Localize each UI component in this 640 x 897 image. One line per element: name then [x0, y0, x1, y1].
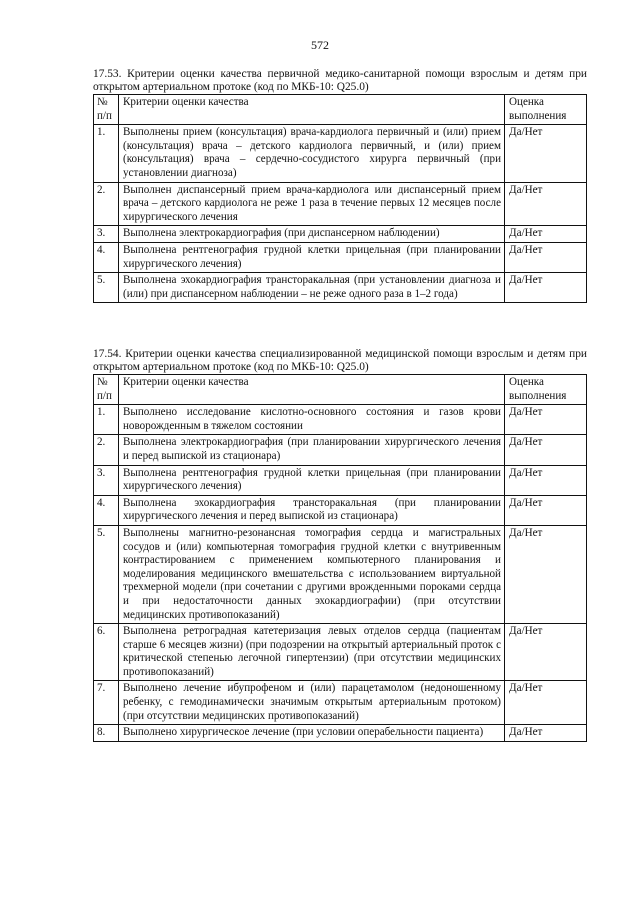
row-grade: Да/Нет: [505, 624, 587, 681]
table-row: [94, 465, 587, 495]
header-num: № п/п: [94, 95, 119, 125]
table-header-row: [94, 95, 587, 125]
table-row: [94, 125, 587, 182]
row-grade: Да/Нет: [505, 495, 587, 525]
table-row: [94, 624, 587, 681]
header-num: № п/п: [94, 375, 119, 405]
row-num: 3.: [94, 226, 119, 243]
table-row: [94, 242, 587, 272]
header-grade: Оценка выполнения: [505, 95, 587, 125]
row-grade: Да/Нет: [505, 725, 587, 742]
row-criterion: Выполнена электрокардиография (при планировании хирургического лечения и перед выпиской из стационара): [119, 435, 505, 465]
table-header-row: [94, 375, 587, 405]
row-num: 8.: [94, 725, 119, 742]
row-num: 2.: [94, 182, 119, 226]
row-grade: Да/Нет: [505, 405, 587, 435]
row-num: 2.: [94, 435, 119, 465]
row-num: 7.: [94, 681, 119, 725]
table-row: [94, 182, 587, 226]
row-num: 1.: [94, 125, 119, 182]
page-number: 572: [311, 38, 329, 52]
row-grade: Да/Нет: [505, 125, 587, 182]
row-criterion: Выполнена рентгенография грудной клетки прицельная (при планировании хирургического лечения): [119, 465, 505, 495]
section-17-53: [93, 68, 587, 303]
table-row: [94, 226, 587, 243]
row-criterion: Выполнено хирургическое лечение (при условии операбельности пациента): [119, 725, 505, 742]
row-criterion: Выполнена эхокардиография трансторакальная (при планировании хирургического лечения и перед выпиской из стационара): [119, 495, 505, 525]
row-num: 1.: [94, 405, 119, 435]
row-num: 3.: [94, 465, 119, 495]
row-grade: Да/Нет: [505, 465, 587, 495]
row-num: 4.: [94, 495, 119, 525]
row-criterion: Выполнены магнитно-резонансная томография сердца и магистральных сосудов и (или) компьютерная томография грудной клетки с внутривенным контрастированием с применением компьютерного планирования и моделирования медицинского вмешательства с использованием виртуальной трехмерной модели (при сочетании с другими врожденными пороками сердца и при недостаточности данных эхокардиографии) (при отсутствии медицинских противопоказаний): [119, 525, 505, 623]
table-row: [94, 273, 587, 303]
row-criterion: Выполнена электрокардиография (при диспансерном наблюдении): [119, 226, 505, 243]
table-row: [94, 495, 587, 525]
row-grade: Да/Нет: [505, 435, 587, 465]
table-row: [94, 681, 587, 725]
row-criterion: Выполнена эхокардиография трансторакальная (при установлении диагноза и (или) при диспансерном наблюдении – не реже одного раза в 1–2 года): [119, 273, 505, 303]
row-criterion: Выполнен диспансерный прием врача-кардиолога или диспансерный прием врача – детского кардиолога не реже 1 раза в течение первых 12 месяцев после хирургического лечения: [119, 182, 505, 226]
section-title: 17.54. Критерии оценки качества специализированной медицинской помощи взрослым и детям при открытом артериальном протоке (код по МКБ-10: Q25.0): [93, 348, 587, 373]
row-num: 6.: [94, 624, 119, 681]
row-criterion: Выполнено лечение ибупрофеном и (или) парацетамолом (недоношенному ребенку, с гемодинамически значимым открытым артериальным протоком) (при отсутствии медицинских противопоказаний): [119, 681, 505, 725]
row-grade: Да/Нет: [505, 242, 587, 272]
section-17-54: [93, 348, 587, 742]
row-grade: Да/Нет: [505, 273, 587, 303]
section-title: 17.53. Критерии оценки качества первичной медико-санитарной помощи взрослым и детям при открытом артериальном протоке (код по МКБ-10: Q25.0): [93, 68, 587, 93]
header-criteria: Критерии оценки качества: [119, 375, 505, 405]
row-criterion: Выполнены прием (консультация) врача-кардиолога первичный и (или) прием (консультация) врача – детского кардиолога первичный, и (или) прием (консультация) врача – сердечно-сосудистого хирурга первичный (при установлении диагноза): [119, 125, 505, 182]
row-criterion: Выполнена рентгенография грудной клетки прицельная (при планировании хирургического лечения): [119, 242, 505, 272]
row-num: 5.: [94, 525, 119, 623]
criteria-table: [93, 94, 587, 303]
row-grade: Да/Нет: [505, 226, 587, 243]
row-grade: Да/Нет: [505, 681, 587, 725]
row-num: 5.: [94, 273, 119, 303]
table-row: [94, 525, 587, 623]
row-criterion: Выполнена ретроградная катетеризация левых отделов сердца (пациентам старше 6 месяцев жизни) (при подозрении на открытый артериальный проток с критической степенью легочной гипертензии) (при отсутствии медицинских противопоказаний): [119, 624, 505, 681]
row-grade: Да/Нет: [505, 525, 587, 623]
table-row: [94, 405, 587, 435]
row-grade: Да/Нет: [505, 182, 587, 226]
table-row: [94, 725, 587, 742]
header-criteria: Критерии оценки качества: [119, 95, 505, 125]
row-num: 4.: [94, 242, 119, 272]
table-row: [94, 435, 587, 465]
criteria-table: [93, 374, 587, 742]
header-grade: Оценка выполнения: [505, 375, 587, 405]
row-criterion: Выполнено исследование кислотно-основного состояния и газов крови новорожденным в тяжелом состоянии: [119, 405, 505, 435]
